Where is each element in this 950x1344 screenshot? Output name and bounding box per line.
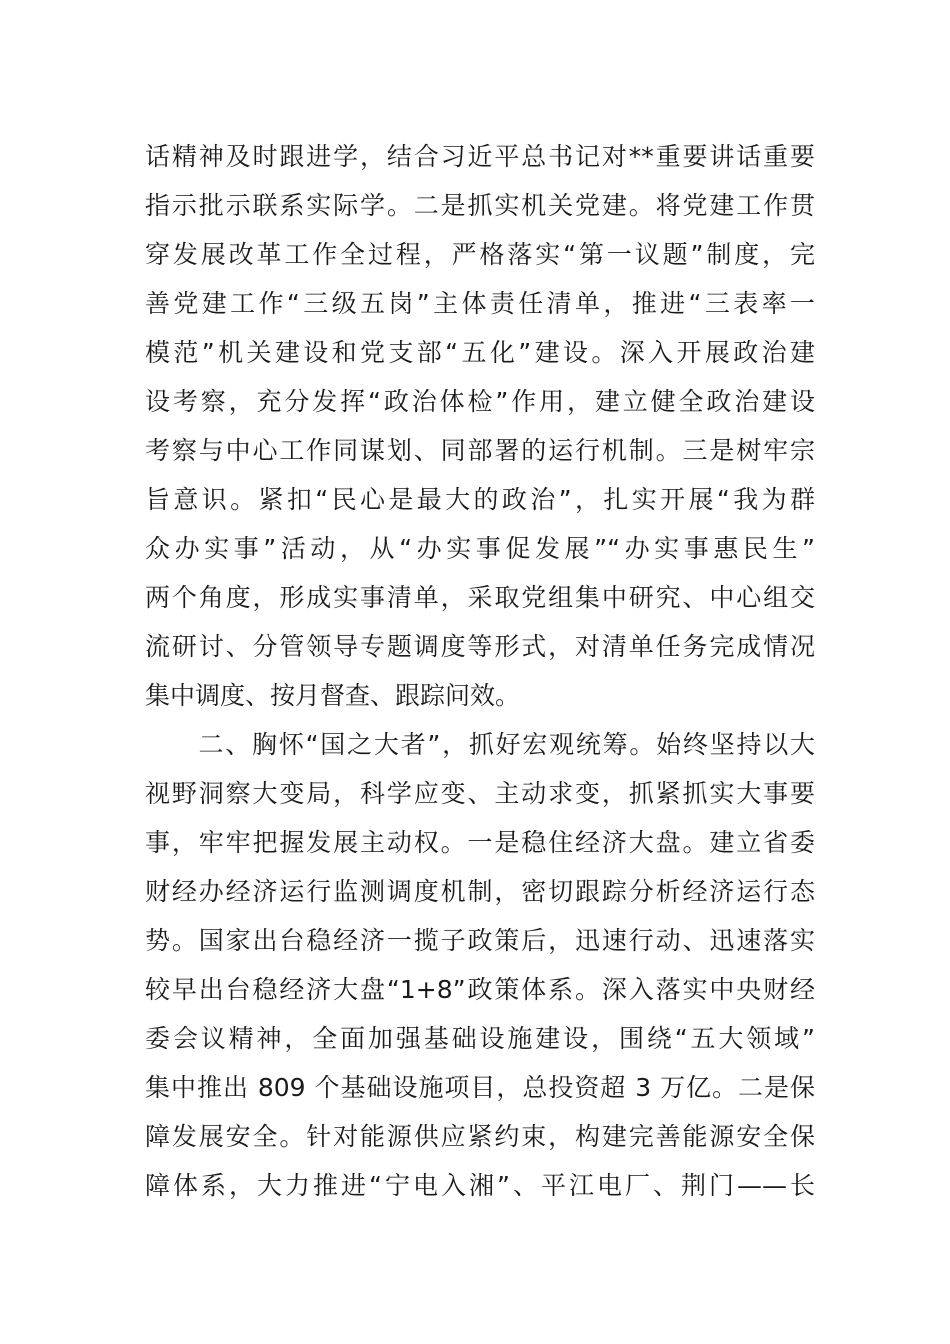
text-line: 众办实事”活动，从“办实事促发展”“办实事惠民生”: [145, 534, 815, 563]
body-text: [145, 132, 815, 1210]
text-line: 财经办经济运行监测调度机制，密切跟踪分析经济运行态: [145, 877, 815, 906]
text-line: 较早出台稳经济大盘“1+8”政策体系。深入落实中央财经: [145, 975, 815, 1004]
text-line: 障体系，大力推进“宁电入湘”、平江电厂、荆门——长: [145, 1171, 815, 1200]
text-line: 指示批示联系实际学。二是抓实机关党建。将党建工作贯: [145, 191, 815, 220]
text-line: 事，牢牢把握发展主动权。一是稳住经济大盘。建立省委: [145, 828, 815, 857]
text-line: 委会议精神，全面加强基础设施建设，围绕“五大领域”: [145, 1024, 815, 1053]
text-line: 话精神及时跟进学，结合习近平总书记对**重要讲话重要: [145, 142, 815, 171]
text-line: 流研讨、分管领导专题调度等形式，对清单任务完成情况: [145, 632, 815, 661]
text-line: 穿发展改革工作全过程，严格落实“第一议题”制度，完: [145, 240, 815, 269]
text-line: 视野洞察大变局，科学应变、主动求变，抓紧抓实大事要: [145, 779, 815, 808]
text-line: 障发展安全。针对能源供应紧约束，构建完善能源安全保: [145, 1122, 815, 1151]
text-line: 模范”机关建设和党支部“五化”建设。深入开展政治建: [145, 338, 815, 367]
paragraph-end-line: 集中调度、按月督查、跟踪问效。: [145, 681, 521, 710]
text-line: 考察与中心工作同谋划、同部署的运行机制。三是树牢宗: [145, 436, 815, 465]
text-line: 旨意识。紧扣“民心是最大的政治”，扎实开展“我为群: [145, 485, 815, 514]
paragraph-start-line: 二、胸怀“国之大者”，抓好宏观统筹。始终坚持以大: [145, 730, 815, 759]
text-line: 善党建工作“三级五岗”主体责任清单，推进“三表率一: [145, 289, 815, 318]
text-line: 势。国家出台稳经济一揽子政策后，迅速行动、迅速落实: [145, 926, 815, 955]
text-line: 两个角度，形成实事清单，采取党组集中研究、中心组交: [145, 583, 815, 612]
text-line: 设考察，充分发挥“政治体检”作用，建立健全政治建设: [145, 387, 815, 416]
text-line: 集中推出 809 个基础设施项目，总投资超 3 万亿。二是保: [145, 1073, 815, 1102]
